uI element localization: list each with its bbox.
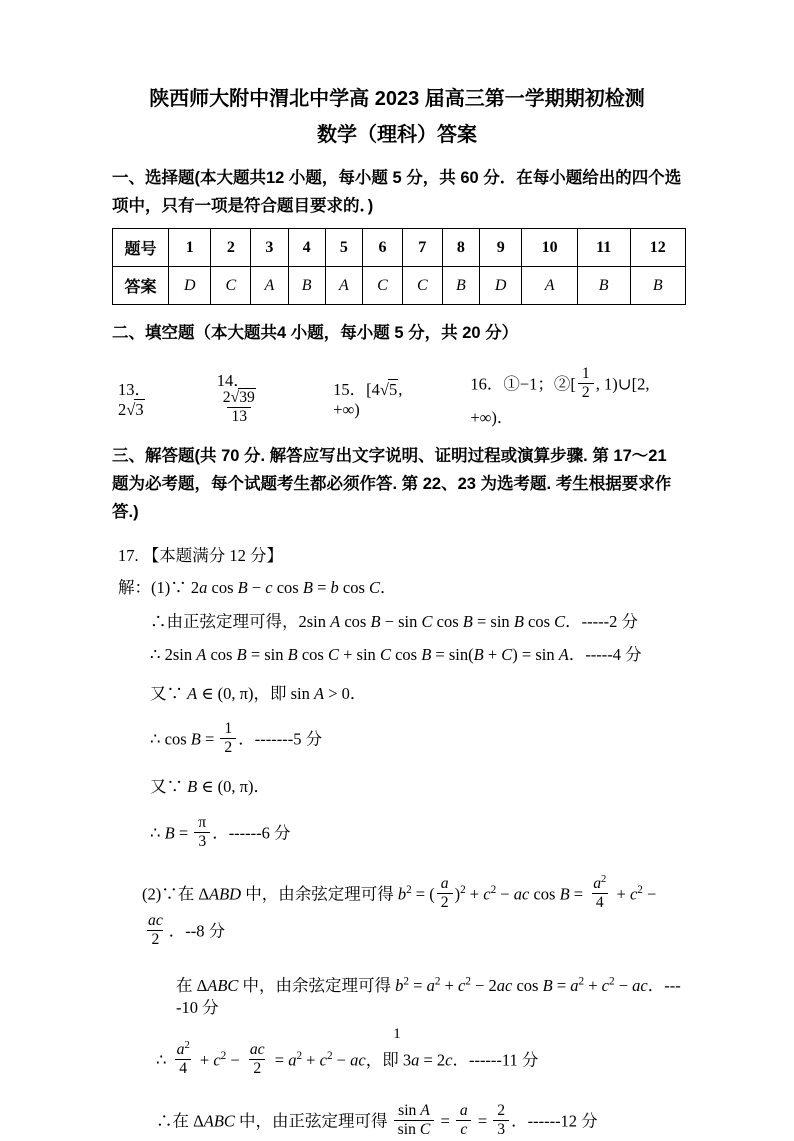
fill-answer-14: 14． $\frac{2√39}{13}$: [216, 371, 255, 426]
question-number-cell: 11: [577, 229, 630, 267]
fill-answer-15: 15．[4√5, +∞): [333, 379, 403, 419]
answer-cell: B: [630, 267, 685, 305]
section1-choice-heading: 一、选择题(本大题共12 小题，每小题 5 分，共 60 分．在每小题给出的四个选项中，只有一项是符合题目要求的．): [112, 169, 682, 216]
answer-cell: D: [169, 267, 211, 305]
solution-line: 又∵ A ∈ (0, π)，即 sin A > 0．: [150, 684, 367, 704]
answer-cell: A: [522, 267, 577, 305]
question17-title: 17. 【本题满分 12 分】: [118, 546, 283, 566]
solution-line: (2)∵在 ΔABD 中，由余弦定理可得 $b^2$ = ( $\frac{a}{2}$ )$^2 + c^2$ − ac cos B = $\frac{a^2}{4}$ + $c^2$ − $\frac{ac}{2}$ ．--8 分: [142, 873, 657, 948]
solution-line: ∴ 2sin A cos B = sin B cos C + sin C cos B = sin(B + C) = sin A．-----4 分: [150, 644, 642, 664]
question-number-cell: 7: [402, 229, 442, 267]
row-label-answer: 答案: [113, 267, 169, 305]
answer-cell: A: [325, 267, 362, 305]
question-number-cell: 2: [211, 229, 251, 267]
document-title-line2: 数学（理科）答案: [317, 124, 477, 146]
question-number-cell: 5: [325, 229, 362, 267]
solution-line: ∴ $\frac{a^2}{4}$ + $c^2$ − $\frac{ac}{2}$ = $a^2 + c^2$ − ac，即 3a = 2c．------11 分: [156, 1040, 539, 1078]
question-number-cell: 9: [479, 229, 521, 267]
question17-solution: [112, 577, 686, 1141]
solution-line: 又∵ B ∈ (0, π)．: [150, 777, 271, 797]
answer-cell: C: [363, 267, 403, 305]
answer-cell: C: [402, 267, 442, 305]
answer-cell: B: [442, 267, 479, 305]
answer-cell: B: [577, 267, 630, 305]
answer-cell: A: [251, 267, 288, 305]
solution-line: 解：(1)∵ 2a cos B − c cos B = b cos C．: [118, 578, 397, 598]
question-number-cell: 4: [288, 229, 325, 267]
question-number-cell: 3: [251, 229, 288, 267]
page-number: 1: [393, 1026, 401, 1042]
fill-in-answers-line: [118, 367, 686, 428]
fill-answer-16: 16．①−1；②[ $\frac{1}{2}$ , 1)∪[2, +∞)．: [470, 365, 650, 428]
question-number-cell: 8: [442, 229, 479, 267]
section3-solve-heading: 三、解答题(共 70 分. 解答应写出文字说明、证明过程或演算步骤. 第 17～21 题为必考题，每个试题考生都必须作答. 第 22、23 为选考题. 考生根据要求作答.): [112, 447, 672, 522]
solution-line: ∴ cos B = $\frac{1}{2}$ ．-------5 分: [150, 720, 323, 757]
question-number-cell: 12: [630, 229, 685, 267]
answer-cell: B: [288, 267, 325, 305]
question-number-cell: 1: [169, 229, 211, 267]
solution-line: ∴ B = $\frac{\pi}{3}$ ．------6 分: [150, 813, 291, 850]
question-number-cell: 6: [363, 229, 403, 267]
document-title-line1: 陕西师大附中渭北中学高 2023 届高三第一学期期初检测: [149, 88, 645, 110]
multiple-choice-answer-table: [112, 228, 686, 305]
section2-blank-heading: 二、填空题（本大题共4 小题，每小题 5 分，共 20 分）: [112, 324, 519, 343]
solution-line: ∴在 ΔABC 中，由正弦定理可得 $\frac{\text{sin A}}{\text{sin C}}$ = $\frac{a}{c}$ = $\frac{2}{3}$ ．------12 分: [156, 1102, 598, 1139]
answer-cell: D: [479, 267, 521, 305]
row-label-question-number: 题号: [113, 229, 169, 267]
question-number-row: [113, 229, 686, 267]
fill-answer-13: 13．2√3: [118, 379, 151, 419]
solution-line: 在 ΔABC 中，由余弦定理可得 $b^2 = a^2 + c^2 - 2ac$ $\cos B = a^2 + c^2$ − ac．----10 分: [176, 975, 681, 1018]
answer-row: [113, 267, 686, 305]
answer-cell: C: [211, 267, 251, 305]
question-number-cell: 10: [522, 229, 577, 267]
page-content: [0, 164, 794, 1141]
solution-line: ∴由正弦定理可得，2sin A cos B − sin C cos B = sin B cos C．-----2 分: [150, 611, 639, 631]
